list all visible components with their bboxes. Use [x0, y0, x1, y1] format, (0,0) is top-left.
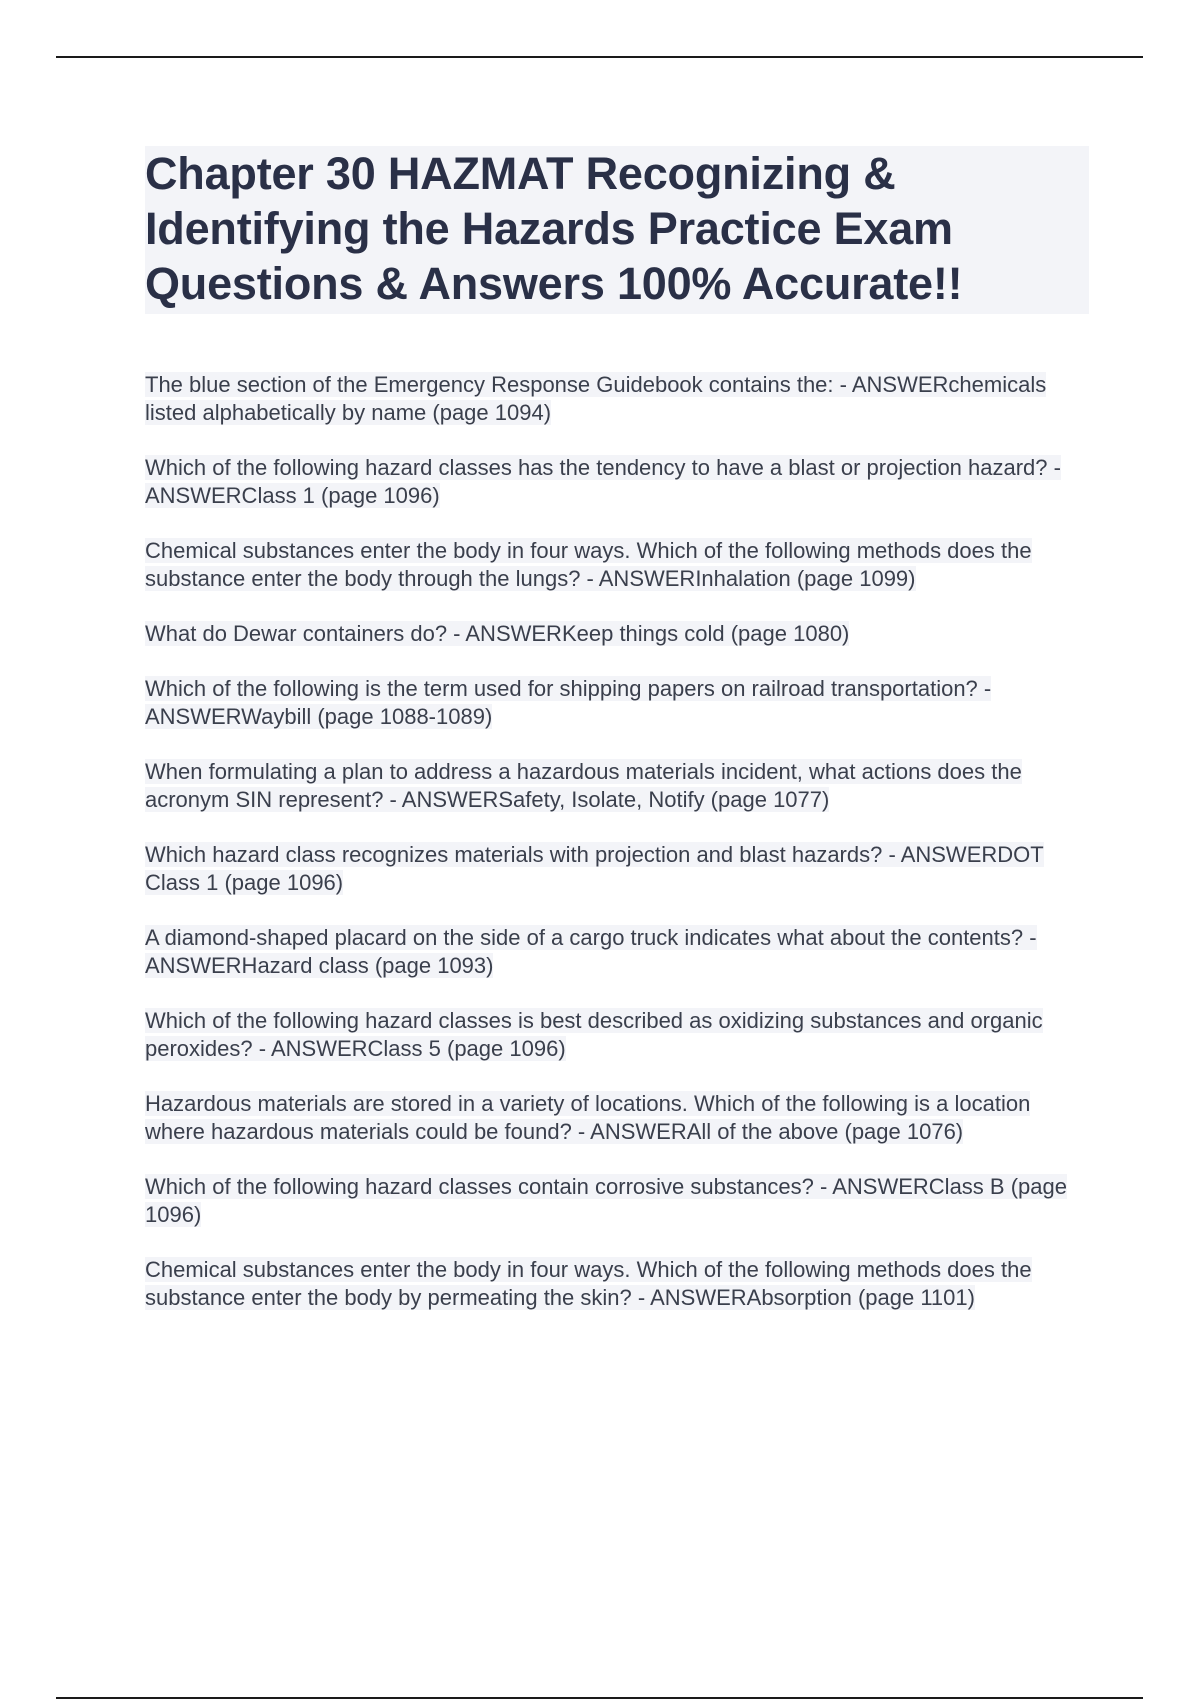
qa-item: [145, 1007, 1089, 1063]
qa-text: Which of the following hazard classes contain corrosive substances? - ANSWERClass B (page 1096): [145, 1174, 1067, 1227]
qa-text: Which hazard class recognizes materials with projection and blast hazards? - ANSWERDOT Class 1 (page 1096): [145, 842, 1044, 895]
qa-item: [145, 1173, 1089, 1229]
qa-text: When formulating a plan to address a hazardous materials incident, what actions does the acronym SIN represent? - ANSWERSafety, Isolate, Notify (page 1077): [145, 759, 1022, 812]
qa-text: Chemical substances enter the body in four ways. Which of the following methods does the substance enter the body by permeating the skin? - ANSWERAbsorption (page 1101): [145, 1257, 1032, 1310]
qa-text: Hazardous materials are stored in a variety of locations. Which of the following is a location where hazardous materials could be found? - ANSWERAll of the above (page 1076): [145, 1091, 1031, 1144]
qa-item: [145, 454, 1089, 510]
qa-item: [145, 675, 1089, 731]
qa-item: [145, 841, 1089, 897]
qa-text: The blue section of the Emergency Response Guidebook contains the: - ANSWERchemicals listed alphabetically by name (page 1094): [145, 372, 1047, 425]
qa-item: [145, 1256, 1089, 1312]
qa-item: [145, 758, 1089, 814]
qa-item: [145, 620, 1089, 648]
qa-item: [145, 537, 1089, 593]
document-title: Chapter 30 HAZMAT Recognizing & Identifying the Hazards Practice Exam Questions & Answers 100% Accurate!!: [145, 146, 1089, 314]
qa-text: A diamond-shaped placard on the side of a cargo truck indicates what about the contents? - ANSWERHazard class (page 1093): [145, 925, 1037, 978]
qa-text: Which of the following hazard classes has the tendency to have a blast or projection hazard? - ANSWERClass 1 (page 1096): [145, 455, 1061, 508]
qa-item: [145, 371, 1089, 427]
document-body: [145, 146, 1089, 1339]
top-divider: [56, 56, 1143, 58]
qa-list: [145, 371, 1089, 1312]
qa-item: [145, 1090, 1089, 1146]
qa-text: Chemical substances enter the body in four ways. Which of the following methods does the substance enter the body through the lungs? - ANSWERInhalation (page 1099): [145, 538, 1032, 591]
qa-text: What do Dewar containers do? - ANSWERKeep things cold (page 1080): [145, 621, 850, 646]
bottom-divider: [56, 1697, 1143, 1699]
qa-text: Which of the following is the term used for shipping papers on railroad transportation? - ANSWERWaybill (page 1088-1089): [145, 676, 992, 729]
qa-text: Which of the following hazard classes is best described as oxidizing substances and organic peroxides? - ANSWERClass 5 (page 1096): [145, 1008, 1043, 1061]
qa-item: [145, 924, 1089, 980]
